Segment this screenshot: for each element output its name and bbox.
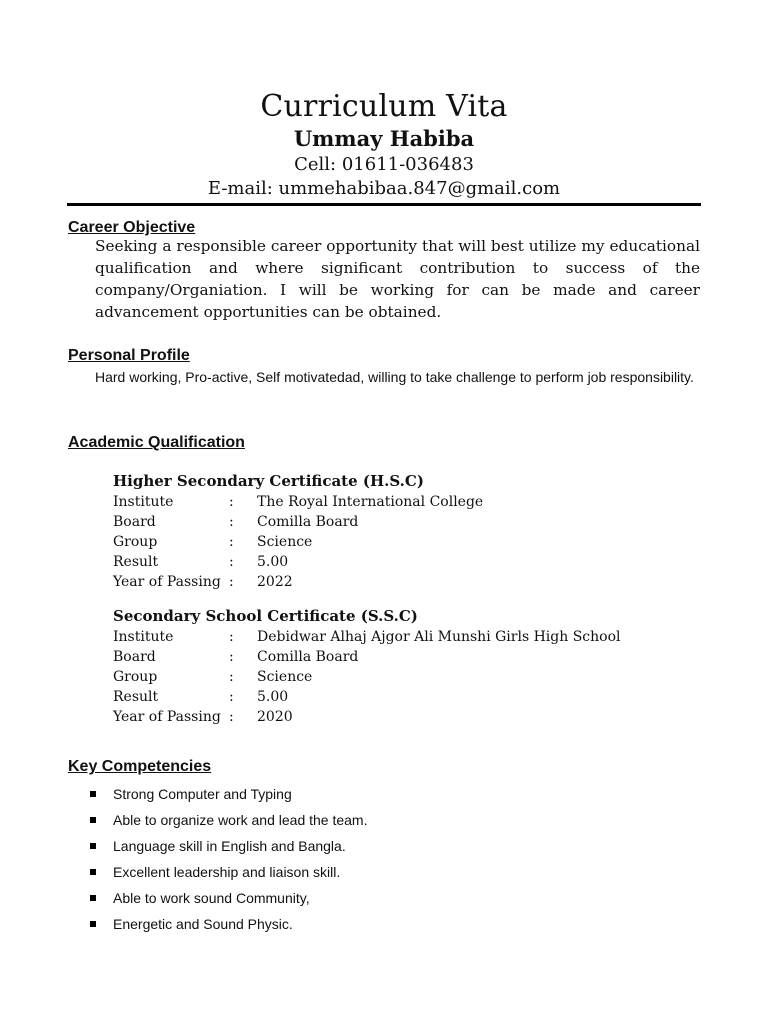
personal-profile-heading: Personal Profile [68, 347, 190, 364]
candidate-name: Ummay Habiba [293, 126, 475, 151]
row-value: Comilla Board [257, 649, 359, 665]
header-divider [67, 203, 701, 206]
row-separator: : [229, 514, 234, 530]
bullet-icon [90, 817, 96, 823]
ssc-row-year [113, 707, 713, 727]
row-value: 2020 [257, 709, 293, 725]
list-item [90, 836, 690, 862]
bullet-icon [90, 895, 96, 901]
row-key: Group [113, 534, 158, 550]
ssc-row-board [113, 647, 713, 667]
row-value: 5.00 [257, 554, 289, 570]
row-value: 5.00 [257, 689, 289, 705]
row-value: Comilla Board [257, 514, 359, 530]
key-competencies-heading: Key Competencies [68, 758, 212, 775]
row-separator: : [229, 574, 234, 590]
document-title: Curriculum Vita [260, 89, 508, 124]
list-item-text: Strong Computer and Typing [113, 786, 292, 802]
row-value: 2022 [257, 574, 293, 590]
resume-header [0, 88, 768, 201]
row-separator: : [229, 649, 234, 665]
row-value: Debidwar Alhaj Ajgor Ali Munshi Girls High School [257, 629, 621, 645]
row-key: Year of Passing [113, 574, 221, 590]
row-key: Institute [113, 629, 174, 645]
row-value: The Royal International College [257, 494, 484, 510]
bullet-icon [90, 869, 96, 875]
career-objective-text: Seeking a responsible career opportunity that will best utilize my educational qualification and where significant contribution to success of the company/Organiation. I will be working for can be made and career advancement opportunities can be obtained. [95, 237, 700, 321]
row-separator: : [229, 669, 234, 685]
bullet-icon [90, 921, 96, 927]
hsc-block [113, 471, 713, 592]
ssc-row-result [113, 687, 713, 707]
bullet-icon [90, 791, 96, 797]
competencies-list [90, 784, 690, 940]
row-key: Year of Passing [113, 709, 221, 725]
list-item [90, 914, 690, 940]
list-item-text: Able to work sound Community, [113, 890, 310, 906]
row-key: Group [113, 669, 158, 685]
ssc-row-group [113, 667, 713, 687]
ssc-row-institute [113, 627, 713, 647]
list-item-text: Energetic and Sound Physic. [113, 916, 293, 932]
ssc-title: Secondary School Certificate (S.S.C) [113, 607, 418, 625]
row-separator: : [229, 709, 234, 725]
row-separator: : [229, 554, 234, 570]
career-objective-heading: Career Objective [68, 219, 196, 236]
list-item-text: Able to organize work and lead the team. [113, 812, 368, 828]
phone-number: Cell: 01611-036483 [294, 154, 474, 175]
hsc-title: Higher Secondary Certificate (H.S.C) [113, 472, 424, 490]
bullet-icon [90, 843, 96, 849]
list-item-text: Language skill in English and Bangla. [113, 838, 346, 854]
row-separator: : [229, 689, 234, 705]
personal-profile-text: Hard working, Pro-active, Self motivatedad, willing to take challenge to perform job responsibility. [95, 369, 694, 385]
hsc-row-institute [113, 492, 713, 512]
row-key: Institute [113, 494, 174, 510]
row-separator: : [229, 629, 234, 645]
row-key: Result [113, 554, 159, 570]
ssc-block [113, 606, 713, 727]
row-key: Board [113, 649, 156, 665]
hsc-row-group [113, 532, 713, 552]
hsc-row-result [113, 552, 713, 572]
row-value: Science [257, 534, 313, 550]
list-item [90, 862, 690, 888]
list-item-text: Excellent leadership and liaison skill. [113, 864, 341, 880]
hsc-row-board [113, 512, 713, 532]
row-separator: : [229, 534, 234, 550]
list-item [90, 810, 690, 836]
row-separator: : [229, 494, 234, 510]
list-item [90, 888, 690, 914]
row-key: Board [113, 514, 156, 530]
list-item [90, 784, 690, 810]
row-key: Result [113, 689, 159, 705]
hsc-row-year [113, 572, 713, 592]
academic-qualification-heading: Academic Qualification [68, 434, 245, 451]
row-value: Science [257, 669, 313, 685]
email-address: E-mail: ummehabibaa.847@gmail.com [207, 178, 561, 199]
